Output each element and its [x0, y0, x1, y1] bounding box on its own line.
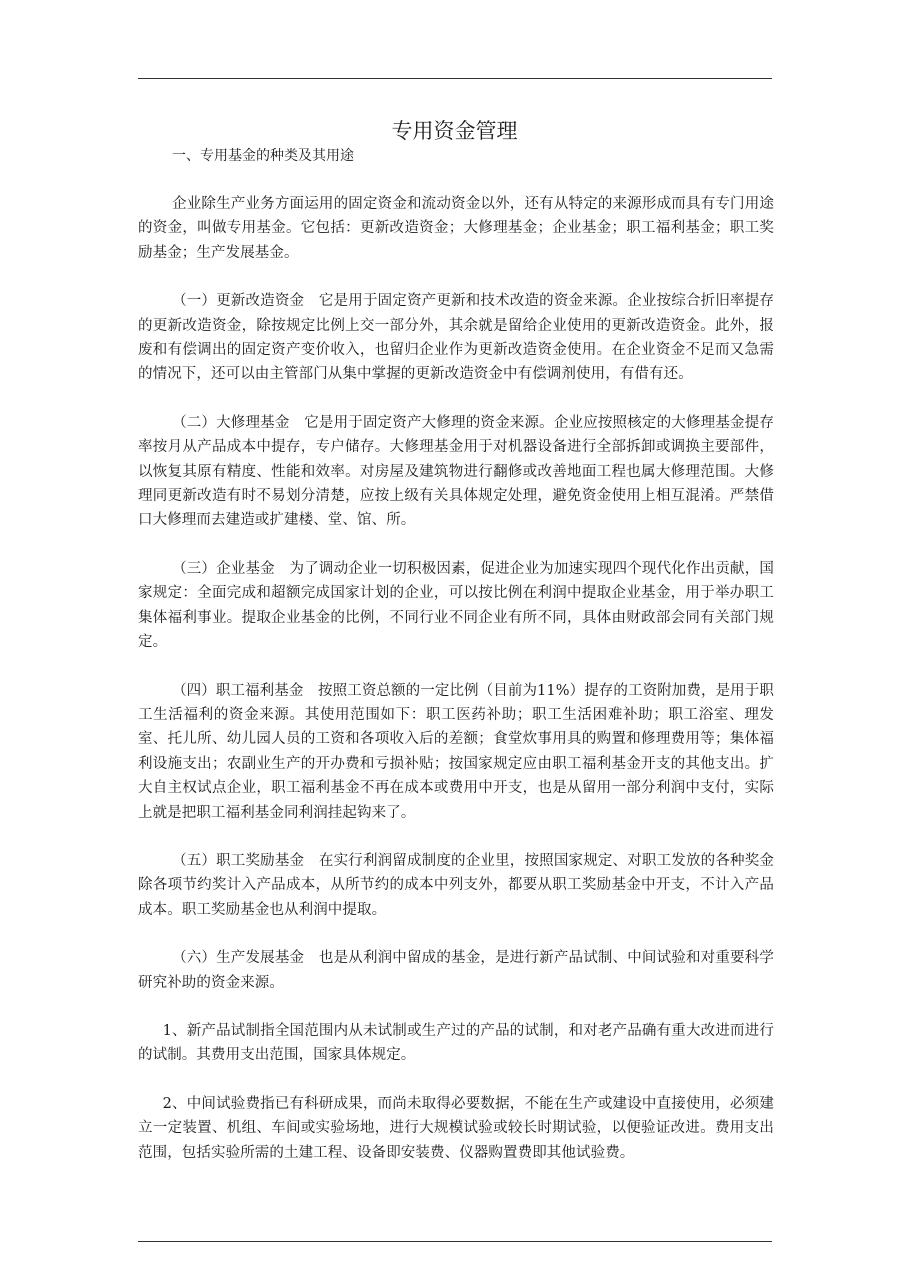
section-heading: 一、专用基金的种类及其用途 [172, 148, 354, 164]
paragraph-item-1: 1、新产品试制指全国范围内从未试制或生产过的产品的试制，和对老产品确有重大改进而进行的试制。其费用支出范围，国家具体规定。 [138, 1022, 774, 1064]
header-rule [138, 78, 772, 79]
paragraph-renewal-fund: （一）更新改造资金 它是用于固定资产更新和技术改造的资金来源。企业按综合折旧率提存的更新改造资金，除按规定比例上交一部分外，其余就是留给企业使用的更新改造资金。此外，报废和有偿调出的固定资产变价收入，也留归企业作为更新改造资金使用。在企业资金不足而又急需的情况下，还可以由主管部门从集中掌握的更新改造资金中有偿调剂使用，有借有还。 [138, 293, 774, 383]
document-title: 专用资金管理 [391, 119, 518, 143]
document-body [138, 192, 774, 1189]
paragraph-intro: 企业除生产业务方面运用的固定资金和流动资金以外，还有从特定的来源形成而具有专门用途的资金，叫做专用基金。它包括：更新改造资金；大修理基金；企业基金；职工福利基金；职工奖励基金；生产发展基金。 [138, 196, 774, 261]
paragraph-enterprise-fund: （三）企业基金 为了调动企业一切积极因素，促进企业为加速实现四个现代化作出贡献，国家规定：全面完成和超额完成国家计划的企业，可以按比例在利润中提取企业基金，用于举办职工集体福利事业。提取企业基金的比例，不同行业不同企业有所不同，具体由财政部会同有关部门规定。 [138, 560, 774, 651]
paragraph-development-fund: （六）生产发展基金 也是从利润中留成的基金，是进行新产品试制、中间试验和对重要科学研究补助的资金来源。 [138, 950, 774, 991]
paragraph-item-2: 2、中间试验费指已有科研成果，而尚未取得必要数据，不能在生产或建设中直接使用，必须建立一定装置、机组、车间或实验场地，进行大规模试验或较长时期试验，以便验证改进。费用支出范围，包括实验所需的土建工程、设备即安装费、仪器购置费即其他试验费。 [138, 1095, 774, 1161]
paragraph-major-repair-fund: （二）大修理基金 它是用于固定资产大修理的资金来源。企业应按照核定的大修理基金提存率按月从产品成本中提存，专户储存。大修理基金用于对机器设备进行全部拆卸或调换主要部件，以恢复其原有精度、性能和效率。对房屋及建筑物进行翻修或改善地面工程也属大修理范围。大修理同更新改造有时不易划分清楚，应按上级有关具体规定处理，避免资金使用上相互混淆。严禁借口大修理而去建造或扩建楼、堂、馆、所。 [138, 414, 774, 529]
paragraph-welfare-fund: （四）职工福利基金 按照工资总额的一定比例（目前为11%）提存的工资附加费，是用于职工生活福利的资金来源。其使用范围如下：职工医药补助；职工生活困难补助；职工浴室、理发室、托儿所、幼儿园人员的工资和各项收入后的差额；食堂炊事用具的购置和修理费用等；集体福利设施支出；农副业生产的开办费和亏损补贴；按国家规定应由职工福利基金开支的其他支出。扩大自主权试点企业，职工福利基金不再在成本或费用中开支，也是从留用一部分利润中支付，实际上就是把职工福利基金同利润挂起钩来了。 [138, 682, 774, 821]
footer-rule [138, 1241, 772, 1242]
paragraph-bonus-fund: （五）职工奖励基金 在实行利润留成制度的企业里，按照国家规定、对职工发放的各种奖金除各项节约奖计入产品成本，从所节约的成本中列支外，都要从职工奖励基金中开支，不计入产品成本。职工奖励基金也从利润中提取。 [138, 852, 774, 918]
